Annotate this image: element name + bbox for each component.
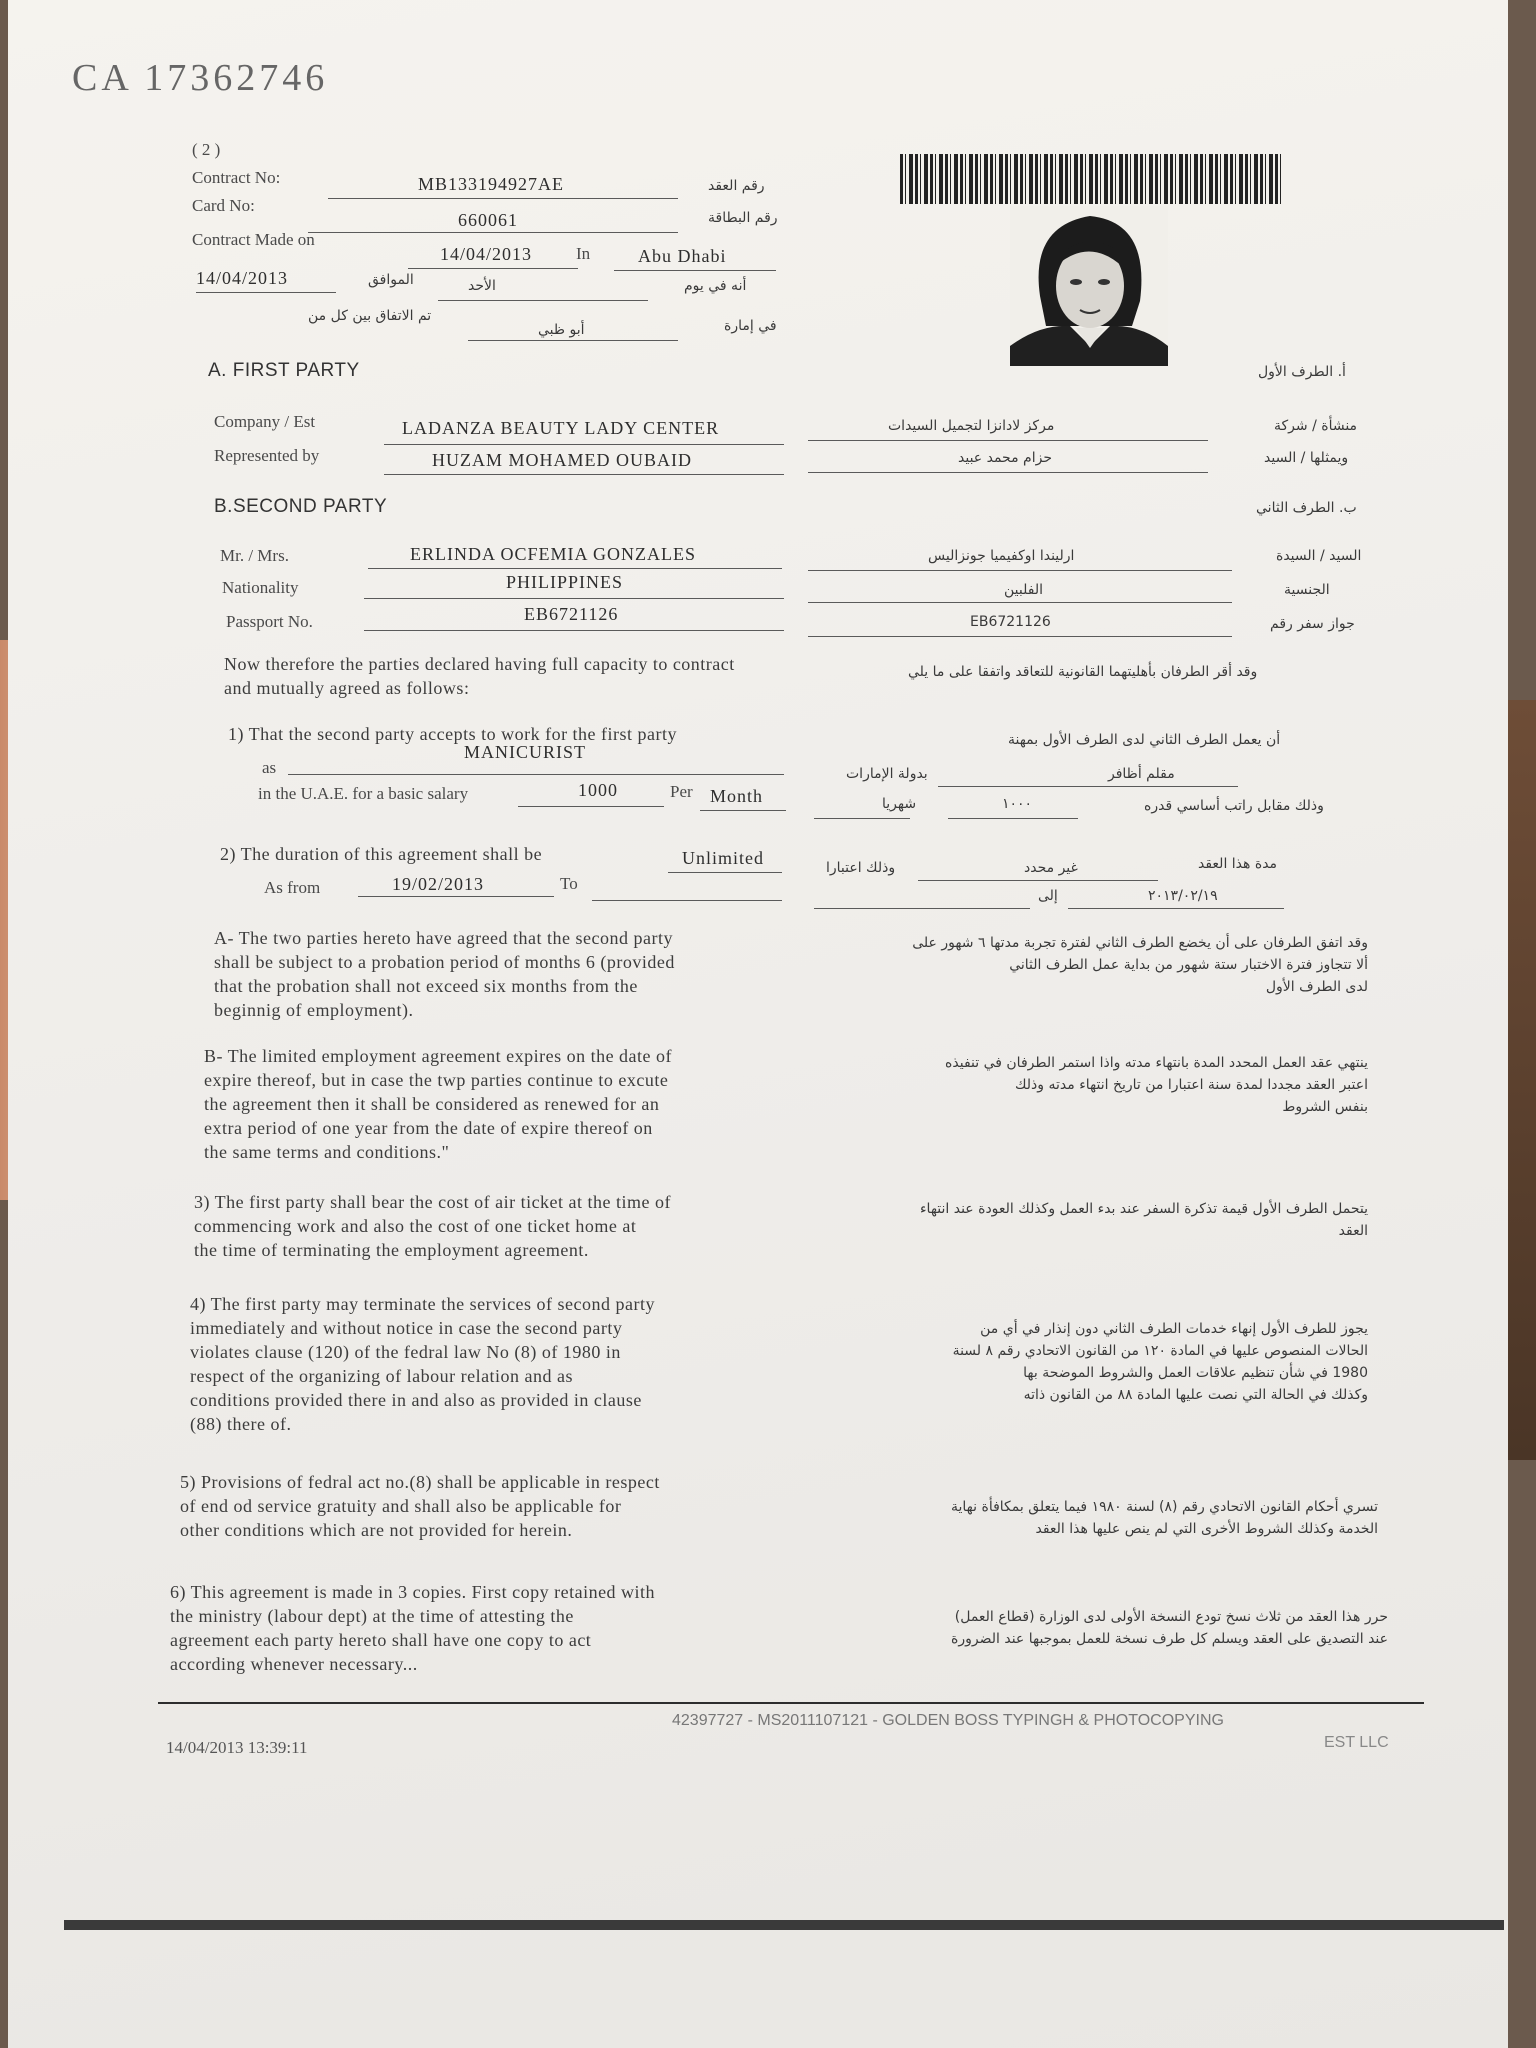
made-on-date: 14/04/2013: [440, 244, 533, 264]
clause-a-text: A- The two parties hereto have agreed that the second party shall be subject to a probation period of months 6 (provided that the probation shall not exceed six months from the beginnig of employment).: [214, 928, 675, 1020]
duration-value: Unlimited: [682, 848, 764, 868]
divider: [368, 568, 782, 569]
divider: [814, 908, 1030, 909]
passport-label: Passport No.: [226, 612, 313, 631]
divider: [1068, 908, 1284, 909]
company-value-ar: مركز لادانزا لتجميل السيدات: [888, 418, 1055, 434]
nationality-value: PHILIPPINES: [506, 572, 624, 592]
divider: [308, 232, 678, 233]
date-label-ar: الموافق: [368, 272, 414, 288]
divider: [808, 440, 1208, 441]
as-label: as: [262, 758, 277, 777]
duration-label-ar: وذلك اعتبارا: [826, 860, 896, 876]
contract-no-label: Contract No:: [192, 168, 281, 187]
nationality-label: Nationality: [222, 578, 299, 597]
made-on-label-ar: أنه في يوم: [684, 278, 747, 294]
salary-label: in the U.A.E. for a basic salary: [258, 784, 469, 803]
clause-6-text-ar: حرر هذا العقد من ثلاث نسخ تودع النسخة الأولى لدى الوزارة (قطاع العمل) عند التصديق على العقد ويسلم كل طرف نسخة للعمل بموجبها عند الضرورة: [951, 1609, 1388, 1647]
represented-by-value-ar: حزام محمد عبيد: [958, 450, 1052, 466]
contract-no-label-ar: رقم العقد: [708, 178, 765, 194]
salary-value-ar: ١٠٠٠: [1002, 796, 1033, 812]
print-timestamp: 14/04/2013 13:39:11: [166, 1738, 308, 1757]
divider: [668, 872, 782, 873]
clause-3-text: 3) The first party shall bear the cost of air ticket at the time of commencing work and also the cost of one ticket home at the time of terminating the employment agreement.: [194, 1192, 672, 1260]
divider: [328, 198, 678, 199]
company-label-ar: منشأة / شركة: [1274, 418, 1358, 434]
card-no-value: 660061: [458, 210, 518, 230]
represented-by-value: HUZAM MOHAMED OUBAID: [432, 450, 692, 470]
divider: [948, 818, 1078, 819]
nationality-value-ar: الفلبين: [1004, 582, 1043, 598]
card-no-label-ar: رقم البطاقة: [708, 210, 778, 226]
duration-value-ar: غير محدد: [1024, 860, 1078, 876]
barcode: [900, 154, 1282, 204]
divider: [438, 300, 648, 301]
per-value-ar: شهريا: [882, 796, 917, 812]
divider: [358, 896, 554, 897]
to-label: To: [560, 874, 578, 893]
clause-5-text: 5) Provisions of fedral act no.(8) shall be applicable in respect of end od service gratuity and shall also be applicable for other conditions which are not provided for herein.: [180, 1472, 660, 1540]
intro-text: Now therefore the parties declared having full capacity to contract and mutually agreed as follows:: [224, 654, 735, 698]
clause-4-text: 4) The first party may terminate the services of second party immediately and without notice in case the second party violates clause (120) of the fedral law No (8) of 1980 in respect of the organizing of labour relation and as conditions provided there in and also as provided in clause (88) there of.: [190, 1294, 656, 1434]
divider: [614, 270, 776, 271]
clause-3-text-ar: يتحمل الطرف الأول قيمة تذكرة السفر عند بدء العمل وكذلك العودة عند انتهاء العقد: [919, 1201, 1368, 1239]
contract-date-left: 14/04/2013: [196, 268, 289, 288]
divider: [808, 602, 1232, 603]
divider: [700, 810, 786, 811]
salary-value: 1000: [578, 780, 618, 800]
made-on-label: Contract Made on: [192, 230, 315, 249]
clause-5-text-ar: تسري أحكام القانون الاتحادي رقم (٨) لسنة ١٩٨٠ فيما يتعلق بمكافأة نهاية الخدمة وكذلك الشروط الأخرى التي لم ينص عليها هذا العقد: [951, 1499, 1378, 1537]
passport-label-ar: جواز سفر رقم: [1270, 616, 1355, 632]
clause-1-text-ar: أن يعمل الطرف الثاني لدى الطرف الأول بمهنة: [1008, 732, 1281, 748]
employee-name: ERLINDA OCFEMIA GONZALES: [410, 544, 697, 564]
divider: [592, 900, 782, 901]
contract-document: [8, 0, 1508, 2048]
job-title: MANICURIST: [464, 742, 587, 762]
from-label: As from: [264, 878, 321, 897]
card-no-label: Card No:: [192, 196, 255, 215]
typing-center-name: 42397727 - MS2011107121 - GOLDEN BOSS TYPINGH & PHOTOCOPYING: [672, 1712, 1224, 1729]
city-value-ar: أبو ظبي: [538, 322, 585, 338]
in-label: In: [576, 244, 591, 263]
employee-name-ar: ارليندا اوكفيميا جونزاليس: [928, 548, 1075, 564]
divider: [918, 880, 1158, 881]
divider: [938, 786, 1238, 787]
salary-label-ar: وذلك مقابل راتب أساسي قدره: [1144, 798, 1324, 814]
intro-text-ar: وقد أقر الطرفان بأهليتهما القانونية للتعاقد واتفقا على ما يلي: [908, 664, 1258, 680]
contract-no-value: MB133194927AE: [418, 174, 565, 194]
clause-1-text: 1) That the second party accepts to work for the first party: [228, 724, 678, 744]
clause-b-text-ar: ينتهي عقد العمل المحدد المدة بانتهاء مدته واذا استمر الطرفان في تنفيذه اعتبر العقد مجددا لمدة سنة اعتبارا من تاريخ انتهاء مدته وذلك بنفس الشروط: [945, 1055, 1368, 1115]
clause-4-text-ar: يجوز للطرف الأول إنهاء خدمات الطرف الثاني دون إنذار في أي من الحالات المنصوص عليها في المادة ١٢٠ من القانون الاتحادي رقم ٨ لسنة 1980 في شأن تنظيم علاقات العمل والشروط الموضحة بها وكذلك في الحالة التي نصت عليها المادة ٨٨ من القانون ذاته: [952, 1321, 1368, 1403]
represented-by-label-ar: ويمثلها / السيد: [1264, 450, 1349, 466]
divider: [364, 630, 784, 631]
company-value: LADANZA BEAUTY LADY CENTER: [402, 418, 720, 438]
company-label: Company / Est: [214, 412, 316, 431]
job-label-ar: بدولة الإمارات: [846, 766, 928, 782]
represented-by-label: Represented by: [214, 446, 320, 465]
second-party-heading: B.SECOND PARTY: [214, 496, 388, 517]
divider: [384, 444, 784, 445]
first-party-heading: A. FIRST PARTY: [208, 360, 360, 381]
per-label: Per: [670, 782, 693, 801]
job-title-ar: مقلم أظافر: [1108, 766, 1175, 782]
typing-center-name-2: EST LLC: [1324, 1734, 1389, 1751]
city-value: Abu Dhabi: [638, 246, 727, 266]
per-value: Month: [710, 786, 764, 806]
clause-6-text: 6) This agreement is made in 3 copies. First copy retained with the ministry (labour dept) at the time of attesting the agreement each party hereto shall have one copy to act according whenever necessary...: [170, 1582, 656, 1674]
footer-rule: [158, 1702, 1424, 1704]
from-date-ar: ٢٠١٣/٠٢/١٩: [1148, 888, 1218, 904]
divider: [808, 472, 1208, 473]
clause-b-text: B- The limited employment agreement expires on the date of expire thereof, but in case the twp parties continue to excute the agreement then it shall be considered as renewed for an extra period of one year from the date of expire thereof on the same terms and conditions.": [204, 1046, 673, 1162]
clause-2-text-ar: مدة هذا العقد: [1198, 856, 1278, 872]
divider: [518, 806, 664, 807]
passport-value: EB6721126: [524, 604, 619, 624]
name-label-ar: السيد / السيدة: [1276, 548, 1362, 564]
first-party-heading-ar: أ. الطرف الأول: [1258, 364, 1346, 380]
divider: [808, 570, 1232, 571]
from-date: 19/02/2013: [392, 874, 485, 894]
divider: [468, 340, 678, 341]
day-value-ar: الأحد: [468, 278, 496, 294]
name-label: Mr. / Mrs.: [220, 546, 289, 565]
bottom-border: [64, 1920, 1504, 1930]
divider: [196, 292, 336, 293]
divider: [408, 268, 578, 269]
divider: [364, 598, 784, 599]
agreed-between-ar: تم الاتفاق بين كل من: [308, 308, 432, 324]
serial-number: CA 17362746: [72, 57, 329, 99]
employee-photo: [1010, 206, 1168, 366]
to-label-ar: إلى: [1038, 888, 1058, 904]
page-marker: ( 2 ): [192, 140, 221, 159]
emirate-label-ar: في إمارة: [724, 318, 777, 334]
clause-2-text: 2) The duration of this agreement shall be: [220, 844, 543, 864]
divider: [808, 636, 1232, 637]
divider: [384, 474, 784, 475]
second-party-heading-ar: ب. الطرف الثاني: [1256, 500, 1357, 516]
divider: [814, 818, 910, 819]
passport-value-ar: EB6721126: [970, 614, 1051, 630]
divider: [288, 774, 784, 775]
clause-a-text-ar: وقد اتفق الطرفان على أن يخضع الطرف الثاني لفترة تجربة مدتها ٦ شهور على ألا تتجاوز فترة الاختبار ستة شهور من بداية عمل الطرف الثاني لدى الطرف الأول: [912, 935, 1368, 995]
nationality-label-ar: الجنسية: [1284, 582, 1330, 598]
